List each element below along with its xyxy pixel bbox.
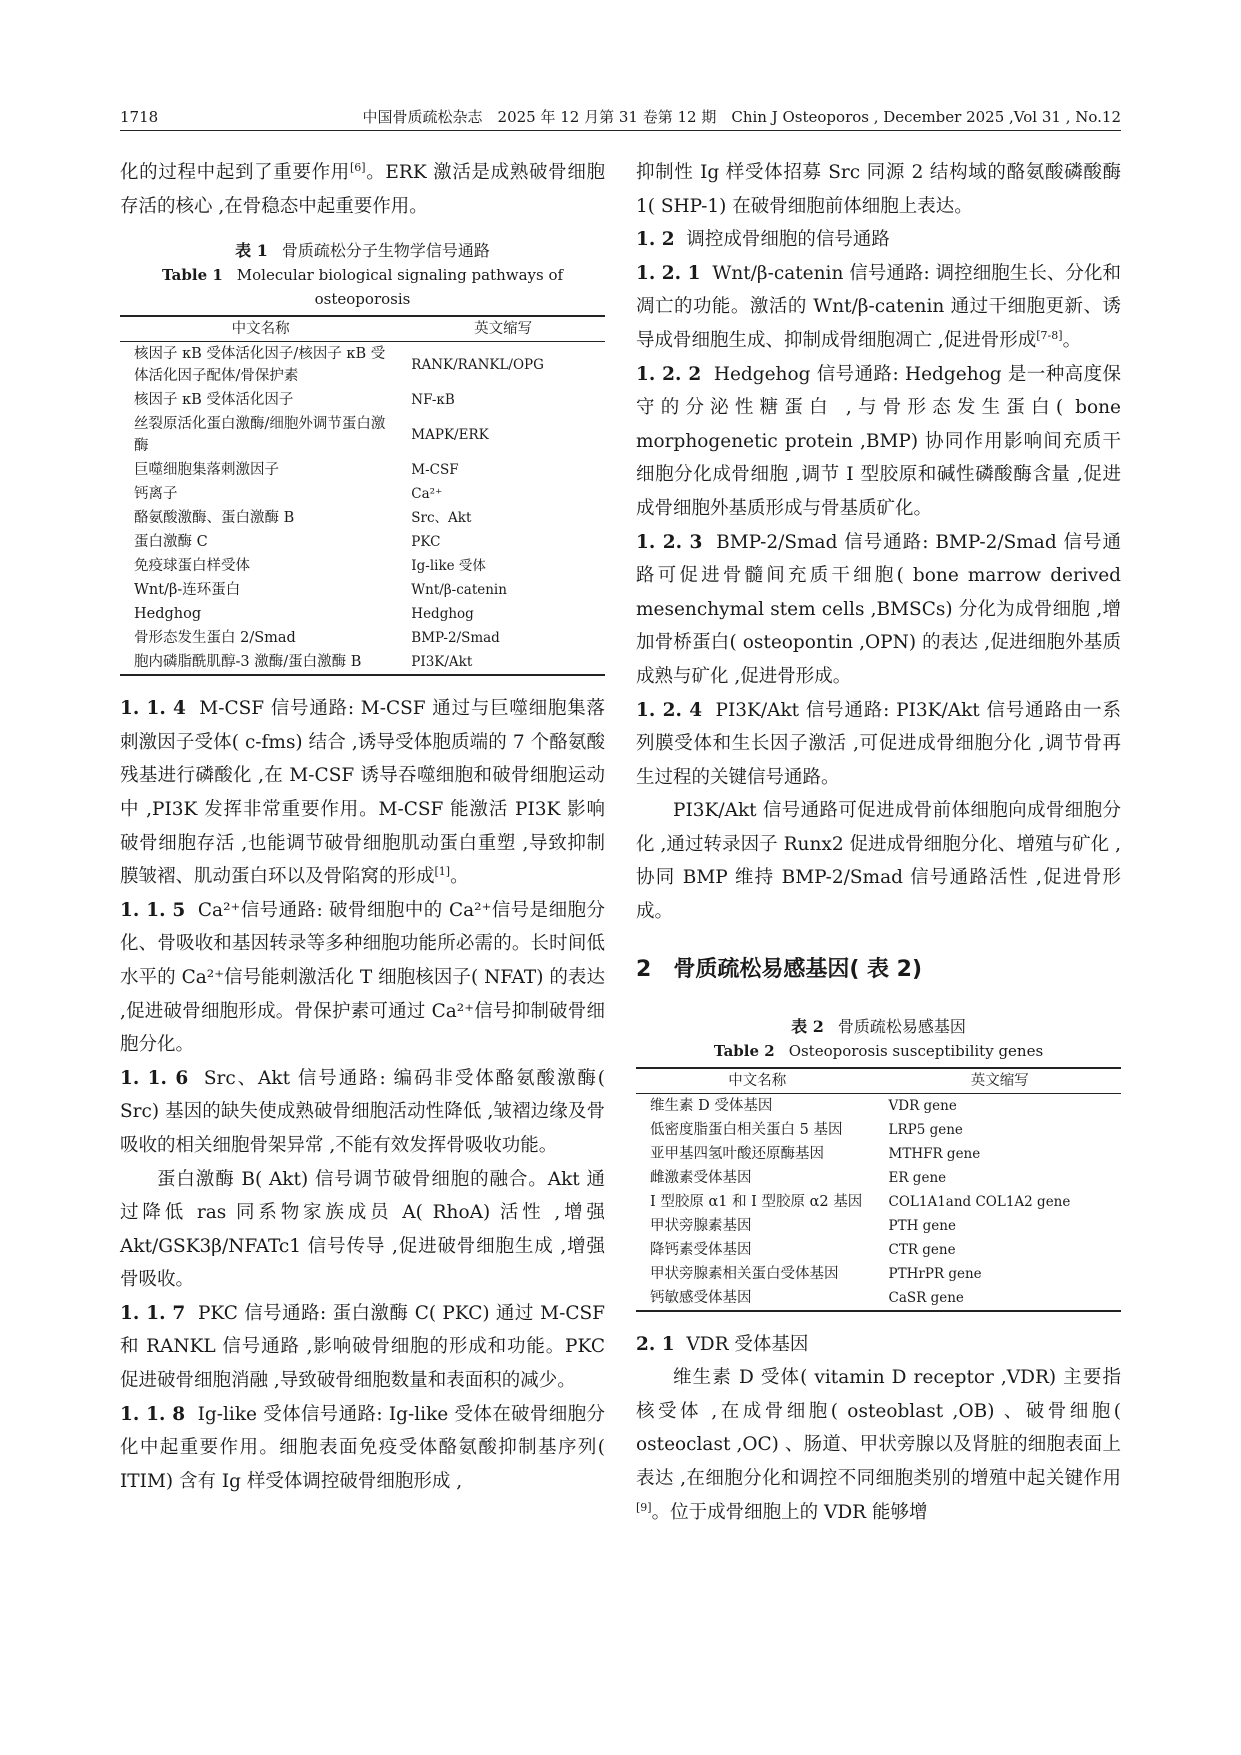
cell-english-abbr: Ca²⁺	[411, 486, 443, 503]
section-1-2-4	[636, 694, 1121, 795]
table-1-caption-en	[120, 263, 605, 311]
table-row	[120, 554, 605, 578]
cell-english-abbr: Wnt/β-catenin	[411, 582, 507, 599]
cell-chinese-name: 胞内磷脂酰肌醇-3 激酶/蛋白激酶 B	[134, 654, 362, 671]
table-2	[636, 1015, 1121, 1312]
table-1-title-en: Molecular biological signaling pathways of osteoporosis	[236, 266, 564, 309]
table-row	[120, 602, 605, 626]
cell-chinese-name: Ⅰ 型胶原 α1 和 Ⅰ 型胶原 α2 基因	[650, 1193, 863, 1210]
table-row	[636, 1286, 1121, 1311]
table-2-caption	[636, 1015, 1121, 1039]
cell-chinese-name: 低密度脂蛋白相关蛋白 5 基因	[650, 1121, 843, 1138]
section-text: Src、Akt 信号通路: 编码非受体酪氨酸激酶( Src) 基因的缺失使成熟破骨细胞活动性降低 ,皱褶边缘及骨吸收的相关细胞骨架异常 ,不能有效发挥骨吸收功能。	[120, 1067, 605, 1156]
cell-chinese-name: 雌激素受体基因	[650, 1169, 752, 1186]
section-2-heading	[636, 953, 1121, 987]
section-number: 1. 1. 6	[120, 1067, 189, 1089]
section-1-1-7	[120, 1297, 605, 1398]
section-1-1-5	[120, 894, 605, 1062]
cell-chinese-name: Hedghog	[134, 606, 202, 623]
cell-english-abbr: NF-κB	[411, 392, 455, 409]
table-row	[636, 1262, 1121, 1286]
section-number: 1. 2. 1	[636, 262, 701, 284]
table-1-caption	[120, 239, 605, 263]
section-1-1-8	[120, 1398, 605, 1499]
section-text: Hedgehog 信号通路: Hedgehog 是一种高度保守的分泌性糖蛋白 ,与骨形态发生蛋白( bone morphogenetic protein ,BMP) 协同作用影响间充质干细胞分化成骨细胞 ,调节 Ⅰ 型胶原和碱性磷酸酶含量 ,促进成骨细胞外基质形成与骨基质矿化。	[636, 363, 1121, 519]
table-1-label: 表 1	[235, 241, 268, 261]
table-2-body	[636, 1093, 1121, 1311]
column-header-cn: 中文名称	[728, 1072, 787, 1089]
cell-english-abbr: CaSR gene	[888, 1289, 964, 1306]
table-1	[120, 239, 605, 676]
cell-english-abbr: PKC	[411, 534, 441, 551]
table-1-label-en: Table 1	[161, 266, 223, 285]
cell-english-abbr: ER gene	[888, 1169, 947, 1186]
section-text: M-CSF 信号通路: M-CSF 通过与巨噬细胞集落刺激因子受体( c-fms) 结合 ,诱导受体胞质端的 7 个酪氨酸残基进行磷酸化 ,在 M-CSF 诱导吞噬细胞和破骨细胞运动中 ,PI3K 发挥非常重要作用。M-CSF 能激活 PI3K 影响破骨细胞存活 ,也能调节破骨细胞肌动蛋白重塑 ,导致抑制膜皱褶、肌动蛋白环以及骨陷窝的形成	[120, 698, 606, 888]
section-text: Ca²⁺信号通路: 破骨细胞中的 Ca²⁺信号是细胞分化、骨吸收和基因转录等多种细胞功能所必需的。长时间低水平的 Ca²⁺信号能刺激活化 T 细胞核因子( NFAT) 的表达 ,促进破骨细胞形成。骨保护素可通过 Ca²⁺信号抑制破骨细胞分化。	[120, 899, 605, 1056]
section-2-1	[636, 1328, 1121, 1362]
table-row	[120, 458, 605, 482]
right-column	[636, 156, 1121, 1529]
section-number: 1. 2. 2	[636, 363, 702, 385]
cell-chinese-name: 骨形态发生蛋白 2/Smad	[134, 630, 296, 647]
section-number: 2	[636, 956, 652, 982]
cell-chinese-name: 钙离子	[134, 486, 178, 503]
cell-chinese-name: 丝裂原活化蛋白激酶/细胞外调节蛋白激酶	[134, 416, 386, 455]
vdr-paragraph	[636, 1361, 1121, 1529]
cell-english-abbr: BMP-2/Smad	[411, 630, 500, 647]
vdr-text-after: 。位于成骨细胞上的 VDR 能够增	[651, 1501, 928, 1523]
section-1-1-4	[120, 692, 605, 894]
section-number: 1. 1. 4	[120, 698, 186, 720]
citation-ref: [1]	[434, 865, 451, 878]
continued-paragraph: 抑制性 Ig 样受体招募 Src 同源 2 结构域的酪氨酸磷酸酶 1( SHP-1) 在破骨细胞前体细胞上表达。	[636, 162, 1121, 217]
intro-paragraph	[120, 156, 605, 223]
section-number: 1. 2. 4	[636, 699, 703, 721]
table-row	[636, 1166, 1121, 1190]
pi3k-paragraph: PI3K/Akt 信号通路可促进成骨前体细胞向成骨细胞分化 ,通过转录因子 Runx2 促进成骨细胞分化、增殖与矿化 ,协同 BMP 维持 BMP-2/Smad 信号通路活性 ,促进骨形成。	[636, 800, 1121, 923]
table-row	[120, 650, 605, 675]
table-header-row	[636, 1068, 1121, 1094]
cell-english-abbr: VDR gene	[888, 1097, 957, 1114]
section-text-after: 。	[450, 866, 469, 888]
table-2-title: 骨质疏松易感基因	[837, 1016, 966, 1036]
table-row	[120, 530, 605, 554]
table-row	[636, 1142, 1121, 1166]
section-1-2-3	[636, 526, 1121, 694]
table-row	[120, 506, 605, 530]
table-row	[120, 342, 605, 389]
section-text-after: 。	[1062, 329, 1082, 351]
section-text: Wnt/β-catenin 信号通路: 调控细胞生长、分化和凋亡的功能。激活的 Wnt/β-catenin 通过干细胞更新、诱导成骨细胞生成、抑制成骨细胞凋亡 ,促进骨形成	[636, 262, 1121, 351]
table-2-grid	[636, 1067, 1121, 1312]
journal-citation: 中国骨质疏松杂志 2025 年 12 月第 31 卷第 12 期 Chin J Osteoporos , December 2025 ,Vol 31 , No.12	[362, 108, 1121, 126]
table-1-body	[120, 342, 605, 676]
section-text: BMP-2/Smad 信号通路: BMP-2/Smad 信号通路可促进骨髓间充质干细胞( bone marrow derived mesenchymal stem cells ,BMSCs) 分化为成骨细胞 ,增加骨桥蛋白( osteopontin ,OPN) 的表达 ,促进细胞外基质成熟与矿化 ,促进骨形成。	[636, 531, 1121, 687]
section-title: 骨质疏松易感基因( 表 2)	[673, 956, 923, 982]
cell-english-abbr: LRP5 gene	[888, 1121, 963, 1138]
table-row	[120, 482, 605, 506]
cell-english-abbr: Hedghog	[411, 606, 474, 623]
citation-ref: [6]	[349, 160, 366, 174]
section-1-2-2	[636, 358, 1121, 526]
table-row	[636, 1190, 1121, 1214]
section-number: 2. 1	[636, 1333, 675, 1355]
cell-english-abbr: CTR gene	[888, 1241, 956, 1258]
vdr-text: 维生素 D 受体( vitamin D receptor ,VDR) 主要指核受体 ,在成骨细胞( osteoblast ,OB) 、破骨细胞( osteoclast ,OC) 、肠道、甲状旁腺以及肾脏的细胞表面上表达 ,在细胞分化和调控不同细胞类别的增殖中起关键作用	[636, 1367, 1121, 1490]
cell-english-abbr: RANK/RANKL/OPG	[411, 357, 544, 374]
akt-paragraph: 蛋白激酶 B( Akt) 信号调节破骨细胞的融合。Akt 通过降低 ras 同系物家族成员 A( RhoA) 活性 ,增强 Akt/GSK3β/NFATc1 信号传导 ,促进破骨细胞生成 ,增强骨吸收。	[120, 1168, 605, 1291]
section-text: PI3K/Akt 信号通路: PI3K/Akt 信号通路由一系列膜受体和生长因子激活 ,可促进成骨细胞分化 ,调节骨再生过程的关键信号通路。	[636, 699, 1121, 788]
cell-chinese-name: 巨噬细胞集落刺激因子	[134, 462, 279, 479]
table-2-label: 表 2	[791, 1016, 824, 1036]
cell-chinese-name: 降钙素受体基因	[650, 1241, 752, 1258]
table-1-grid	[120, 315, 605, 676]
running-header	[120, 104, 1121, 131]
cell-chinese-name: Wnt/β-连环蛋白	[134, 582, 241, 599]
left-column	[120, 156, 605, 1498]
page-number: 1718	[120, 108, 159, 126]
table-2-label-en: Table 2	[713, 1041, 775, 1060]
section-1-2-1	[636, 257, 1121, 358]
table-row	[120, 626, 605, 650]
intro-text: 化的过程中起到了重要作用	[120, 162, 350, 183]
section-title: VDR 受体基因	[686, 1333, 809, 1355]
table-1-title: 骨质疏松分子生物学信号通路	[281, 241, 490, 261]
table-row	[636, 1118, 1121, 1142]
section-number: 1. 1. 7	[120, 1302, 186, 1324]
table-header-row	[120, 316, 605, 342]
section-text: PKC 信号通路: 蛋白激酶 C( PKC) 通过 M-CSF 和 RANKL 信号通路 ,影响破骨细胞的形成和功能。PKC 促进破骨细胞消融 ,导致破骨细胞数量和表面积的减少。	[120, 1302, 605, 1392]
cell-english-abbr: PI3K/Akt	[411, 654, 473, 671]
column-header-cn: 中文名称	[231, 321, 290, 338]
section-1-2	[636, 223, 1121, 257]
cell-chinese-name: 核因子 κB 受体活化因子/核因子 κB 受体活化因子配体/骨保护素	[134, 346, 386, 385]
cell-english-abbr: Src、Akt	[411, 510, 472, 527]
cell-chinese-name: 甲状旁腺素相关蛋白受体基因	[650, 1265, 839, 1282]
table-2-caption-en	[636, 1039, 1121, 1063]
citation-ref: [7-8]	[1036, 328, 1063, 342]
section-number: 1. 2	[636, 229, 675, 251]
section-title: 调控成骨细胞的信号通路	[686, 229, 890, 251]
table-row	[636, 1093, 1121, 1118]
cell-english-abbr: M-CSF	[411, 462, 459, 479]
cell-chinese-name: 甲状旁腺素基因	[650, 1217, 752, 1234]
column-header-en: 英文缩写	[970, 1072, 1029, 1089]
cell-chinese-name: 酪氨酸激酶、蛋白激酶 B	[134, 510, 295, 527]
table-2-title-en: Osteoporosis susceptibility genes	[788, 1041, 1044, 1060]
table-row	[120, 578, 605, 602]
cell-chinese-name: 钙敏感受体基因	[650, 1289, 752, 1306]
cell-english-abbr: COL1A1and COL1A2 gene	[888, 1193, 1071, 1210]
section-number: 1. 2. 3	[636, 531, 703, 553]
cell-chinese-name: 维生素 D 受体基因	[650, 1097, 773, 1114]
cell-english-abbr: MTHFR gene	[888, 1145, 981, 1162]
table-row	[636, 1214, 1121, 1238]
cell-english-abbr: PTH gene	[888, 1217, 956, 1234]
section-number: 1. 1. 8	[120, 1403, 186, 1425]
table-row	[120, 388, 605, 412]
citation-ref: [9]	[636, 1500, 652, 1514]
cell-chinese-name: 亚甲基四氢叶酸还原酶基因	[650, 1145, 824, 1162]
cell-chinese-name: 免疫球蛋白样受体	[134, 558, 250, 575]
column-header-en: 英文缩写	[474, 321, 533, 338]
cell-english-abbr: MAPK/ERK	[411, 427, 489, 444]
table-row	[636, 1238, 1121, 1262]
intro-text-after: 。ERK 激活是成熟破骨细胞存活的核心 ,在骨稳态中起重要作用。	[120, 162, 605, 217]
cell-english-abbr: PTHrPR gene	[888, 1265, 982, 1282]
section-text: Ig-like 受体信号通路: Ig-like 受体在破骨细胞分化中起重要作用。细胞表面免疫受体酪氨酸抑制基序列( ITIM) 含有 Ig 样受体调控破骨细胞形成 ,	[120, 1403, 605, 1492]
section-number: 1. 1. 5	[120, 899, 186, 921]
cell-chinese-name: 核因子 κB 受体活化因子	[134, 392, 294, 409]
cell-chinese-name: 蛋白激酶 C	[134, 534, 208, 551]
table-row	[120, 412, 605, 458]
section-1-1-6	[120, 1062, 605, 1163]
cell-english-abbr: Ig-like 受体	[411, 558, 486, 575]
